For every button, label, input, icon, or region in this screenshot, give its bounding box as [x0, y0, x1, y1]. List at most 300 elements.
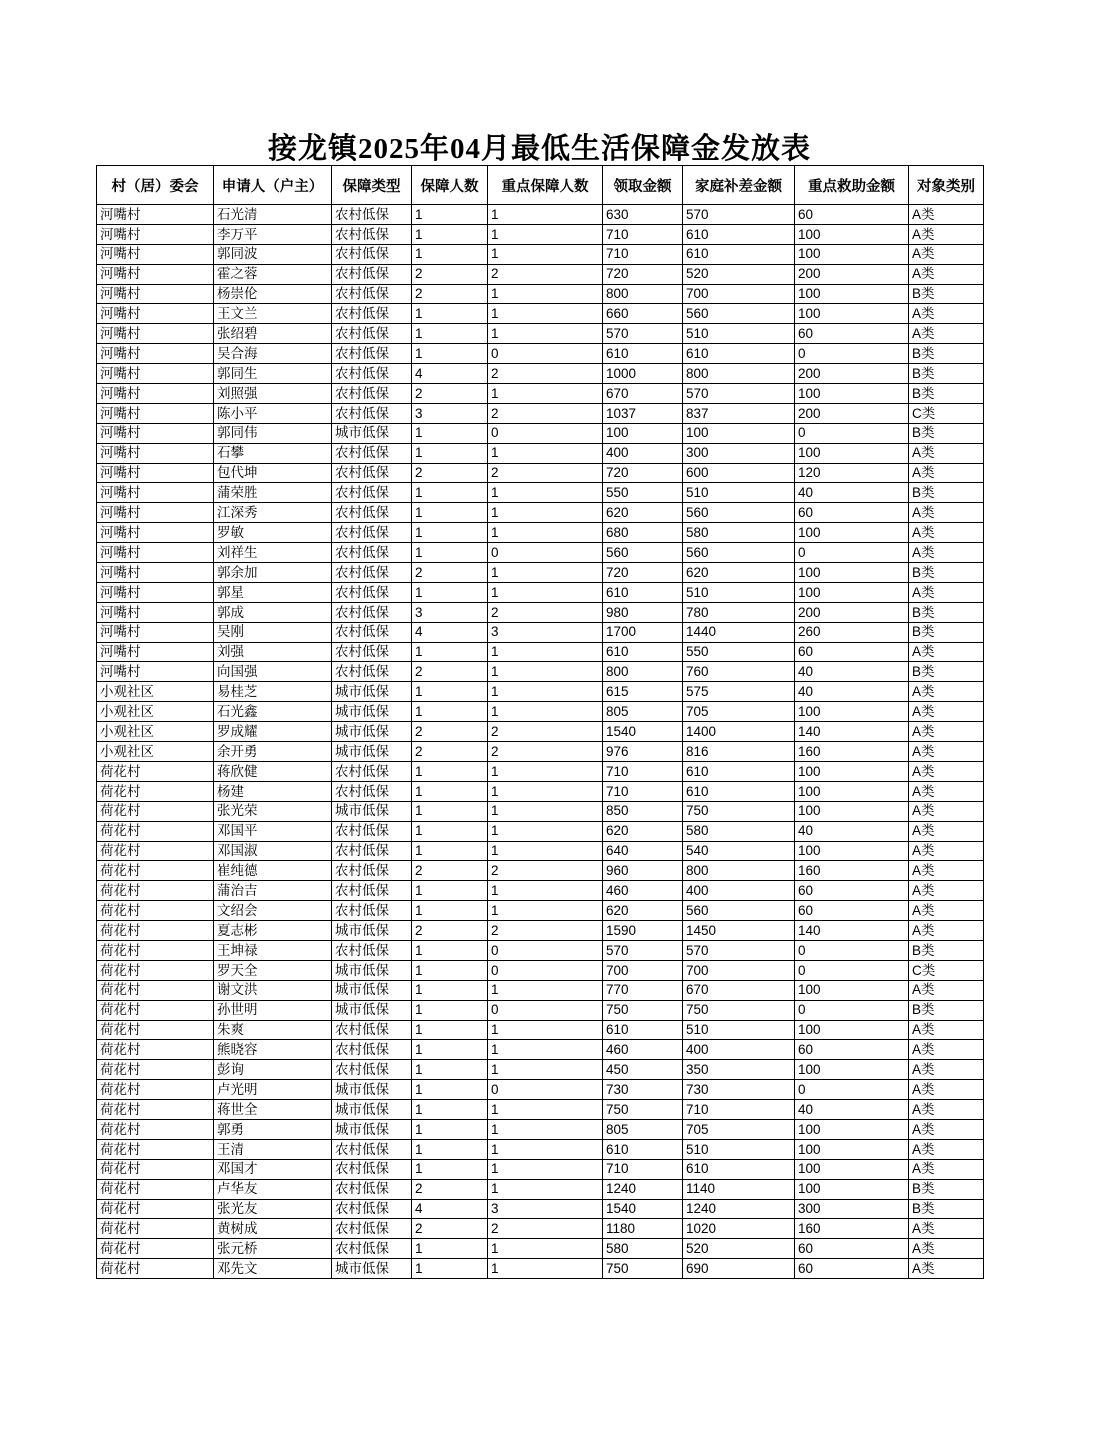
table-cell: A类: [909, 980, 984, 1000]
table-cell: 60: [795, 1040, 909, 1060]
table-cell: 1: [412, 205, 488, 225]
table-cell: 1: [488, 821, 603, 841]
table-cell: A类: [909, 1119, 984, 1139]
table-cell: 罗成耀: [214, 722, 332, 742]
table-cell: 城市低保: [332, 722, 412, 742]
table-cell: 100: [795, 384, 909, 404]
table-cell: 200: [795, 264, 909, 284]
table-cell: 710: [603, 1159, 683, 1179]
table-cell: 260: [795, 622, 909, 642]
table-row: [97, 1219, 984, 1239]
table-cell: A类: [909, 543, 984, 563]
table-cell: 1: [488, 1179, 603, 1199]
table-cell: 石攀: [214, 443, 332, 463]
table-cell: 850: [603, 801, 683, 821]
table-cell: A类: [909, 881, 984, 901]
table-cell: 农村低保: [332, 1199, 412, 1219]
table-cell: A类: [909, 264, 984, 284]
table-cell: 540: [683, 841, 795, 861]
table-cell: 570: [683, 384, 795, 404]
table-cell: A类: [909, 781, 984, 801]
table-cell: 郭成: [214, 602, 332, 622]
table-cell: A类: [909, 304, 984, 324]
table-cell: 710: [603, 244, 683, 264]
table-cell: 0: [488, 1000, 603, 1020]
table-cell: 0: [488, 423, 603, 443]
column-header: 家庭补差金额: [683, 166, 795, 205]
table-cell: 1700: [603, 622, 683, 642]
table-cell: 邓国才: [214, 1159, 332, 1179]
table-cell: 1: [488, 1159, 603, 1179]
table-cell: 夏志彬: [214, 921, 332, 941]
table-cell: 农村低保: [332, 1239, 412, 1259]
table-cell: 1: [412, 801, 488, 821]
benefits-table: [96, 165, 984, 1279]
table-cell: 1: [412, 1000, 488, 1020]
table-cell: 100: [795, 224, 909, 244]
table-row: [97, 940, 984, 960]
table-cell: 农村低保: [332, 324, 412, 344]
table-cell: 郭勇: [214, 1119, 332, 1139]
table-cell: A类: [909, 901, 984, 921]
table-cell: 1: [488, 304, 603, 324]
table-cell: A类: [909, 1139, 984, 1159]
table-cell: A类: [909, 841, 984, 861]
table-cell: 1: [412, 901, 488, 921]
table-cell: A类: [909, 523, 984, 543]
table-cell: 615: [603, 682, 683, 702]
table-cell: 农村低保: [332, 1179, 412, 1199]
table-cell: 510: [683, 1020, 795, 1040]
table-cell: 4: [412, 364, 488, 384]
table-cell: A类: [909, 742, 984, 762]
table-cell: 张绍碧: [214, 324, 332, 344]
table-cell: 城市低保: [332, 1119, 412, 1139]
table-cell: 730: [603, 1080, 683, 1100]
table-cell: 1: [412, 543, 488, 563]
table-row: [97, 1179, 984, 1199]
table-cell: 农村低保: [332, 861, 412, 881]
table-cell: 750: [683, 801, 795, 821]
table-cell: 510: [683, 582, 795, 602]
table-cell: 1: [412, 761, 488, 781]
table-cell: A类: [909, 1040, 984, 1060]
table-cell: 100: [795, 1119, 909, 1139]
table-cell: 1: [412, 503, 488, 523]
table-cell: 800: [683, 364, 795, 384]
table-cell: 王文兰: [214, 304, 332, 324]
table-cell: 100: [795, 980, 909, 1000]
table-cell: 1: [488, 503, 603, 523]
table-cell: A类: [909, 463, 984, 483]
table-cell: 荷花村: [97, 901, 214, 921]
table-cell: 710: [683, 1100, 795, 1120]
table-cell: A类: [909, 1080, 984, 1100]
table-cell: 文绍会: [214, 901, 332, 921]
table-cell: 农村低保: [332, 841, 412, 861]
table-cell: 0: [488, 1080, 603, 1100]
table-cell: 农村低保: [332, 205, 412, 225]
table-cell: 700: [603, 960, 683, 980]
table-cell: 吴合海: [214, 344, 332, 364]
table-row: [97, 384, 984, 404]
table-cell: 2: [488, 722, 603, 742]
table-cell: 1: [412, 821, 488, 841]
table-cell: 620: [603, 901, 683, 921]
table-cell: B类: [909, 662, 984, 682]
table-cell: B类: [909, 940, 984, 960]
table-cell: 孙世明: [214, 1000, 332, 1020]
table-cell: 580: [683, 523, 795, 543]
header-row: [97, 166, 984, 205]
table-cell: 农村低保: [332, 1219, 412, 1239]
table-cell: 1: [488, 1259, 603, 1279]
table-cell: 1: [488, 224, 603, 244]
table-cell: 河嘴村: [97, 602, 214, 622]
table-cell: 140: [795, 921, 909, 941]
table-cell: 农村低保: [332, 224, 412, 244]
table-cell: 陈小平: [214, 403, 332, 423]
table-cell: 400: [683, 1040, 795, 1060]
table-cell: 610: [603, 642, 683, 662]
table-cell: 1240: [683, 1199, 795, 1219]
table-row: [97, 801, 984, 821]
table-cell: 1: [412, 523, 488, 543]
table-cell: B类: [909, 284, 984, 304]
table-cell: 580: [603, 1239, 683, 1259]
table-cell: 河嘴村: [97, 244, 214, 264]
table-row: [97, 781, 984, 801]
table-cell: 1: [488, 483, 603, 503]
table-cell: 1: [488, 1119, 603, 1139]
table-row: [97, 1259, 984, 1279]
table-row: [97, 1100, 984, 1120]
table-cell: 1140: [683, 1179, 795, 1199]
table-cell: 60: [795, 642, 909, 662]
table-cell: 100: [795, 304, 909, 324]
table-cell: 816: [683, 742, 795, 762]
table-cell: C类: [909, 403, 984, 423]
table-cell: 吴刚: [214, 622, 332, 642]
table-row: [97, 423, 984, 443]
table-cell: 城市低保: [332, 921, 412, 941]
table-cell: 1: [488, 523, 603, 543]
table-cell: 400: [603, 443, 683, 463]
table-cell: 郭同伟: [214, 423, 332, 443]
table-cell: 河嘴村: [97, 205, 214, 225]
table-cell: 农村低保: [332, 821, 412, 841]
table-cell: 杨崇伦: [214, 284, 332, 304]
table-cell: 560: [683, 901, 795, 921]
table-cell: 1: [488, 324, 603, 344]
table-cell: 1: [488, 284, 603, 304]
table-cell: 120: [795, 463, 909, 483]
table-cell: 江深秀: [214, 503, 332, 523]
table-cell: 60: [795, 1239, 909, 1259]
table-cell: 1000: [603, 364, 683, 384]
table-cell: 1: [488, 682, 603, 702]
table-cell: 1: [412, 1239, 488, 1259]
table-cell: 农村低保: [332, 483, 412, 503]
table-cell: 荷花村: [97, 1060, 214, 1080]
table-cell: 1: [412, 244, 488, 264]
table-cell: 河嘴村: [97, 364, 214, 384]
table-cell: 城市低保: [332, 682, 412, 702]
table-cell: 蒲荣胜: [214, 483, 332, 503]
table-row: [97, 1040, 984, 1060]
table-cell: 卢华友: [214, 1179, 332, 1199]
table-cell: 荷花村: [97, 1139, 214, 1159]
table-row: [97, 960, 984, 980]
table-cell: A类: [909, 1100, 984, 1120]
table-cell: B类: [909, 1179, 984, 1199]
table-cell: 610: [603, 1020, 683, 1040]
table-cell: 60: [795, 324, 909, 344]
table-cell: 荷花村: [97, 1179, 214, 1199]
table-cell: 4: [412, 622, 488, 642]
table-cell: 100: [795, 1020, 909, 1040]
table-cell: 荷花村: [97, 940, 214, 960]
table-cell: 1: [412, 881, 488, 901]
table-cell: 黄树成: [214, 1219, 332, 1239]
table-cell: 1: [412, 781, 488, 801]
table-cell: 王坤禄: [214, 940, 332, 960]
column-header: 保障人数: [412, 166, 488, 205]
table-cell: 4: [412, 1199, 488, 1219]
table-cell: 0: [488, 543, 603, 563]
table-row: [97, 324, 984, 344]
table-cell: 农村低保: [332, 901, 412, 921]
table-cell: 837: [683, 403, 795, 423]
table-cell: 620: [683, 563, 795, 583]
table-cell: 670: [603, 384, 683, 404]
table-cell: 705: [683, 702, 795, 722]
table-cell: 河嘴村: [97, 563, 214, 583]
table-row: [97, 344, 984, 364]
table-cell: 0: [488, 344, 603, 364]
table-cell: 1: [488, 1239, 603, 1259]
table-cell: 张光友: [214, 1199, 332, 1219]
table-row: [97, 224, 984, 244]
table-cell: 100: [603, 423, 683, 443]
table-cell: 1: [488, 1100, 603, 1120]
table-cell: 1: [412, 443, 488, 463]
table-cell: 800: [603, 662, 683, 682]
table-cell: 荷花村: [97, 821, 214, 841]
table-cell: 2: [412, 463, 488, 483]
table-row: [97, 264, 984, 284]
table-cell: A类: [909, 861, 984, 881]
table-cell: B类: [909, 384, 984, 404]
table-cell: 2: [412, 384, 488, 404]
table-cell: 600: [683, 463, 795, 483]
column-header: 领取金额: [603, 166, 683, 205]
table-cell: 100: [795, 1159, 909, 1179]
table-row: [97, 582, 984, 602]
table-cell: B类: [909, 364, 984, 384]
table-cell: 荷花村: [97, 1199, 214, 1219]
table-cell: 720: [603, 563, 683, 583]
table-cell: 荷花村: [97, 1080, 214, 1100]
table-cell: 2: [412, 1179, 488, 1199]
table-cell: 705: [683, 1119, 795, 1139]
table-cell: 1: [488, 1060, 603, 1080]
table-cell: 荷花村: [97, 921, 214, 941]
table-cell: 荷花村: [97, 980, 214, 1000]
table-cell: 580: [683, 821, 795, 841]
table-cell: 河嘴村: [97, 423, 214, 443]
table-cell: 农村低保: [332, 1040, 412, 1060]
table-cell: 510: [683, 324, 795, 344]
table-cell: 100: [795, 582, 909, 602]
table-cell: 农村低保: [332, 1060, 412, 1080]
table-row: [97, 503, 984, 523]
table-cell: 575: [683, 682, 795, 702]
table-row: [97, 403, 984, 423]
table-cell: 610: [683, 244, 795, 264]
table-cell: 荷花村: [97, 1000, 214, 1020]
table-cell: 1: [488, 881, 603, 901]
table-row: [97, 1239, 984, 1259]
table-cell: 570: [603, 940, 683, 960]
table-cell: 卢光明: [214, 1080, 332, 1100]
table-cell: A类: [909, 702, 984, 722]
table-cell: 农村低保: [332, 244, 412, 264]
table-cell: 农村低保: [332, 662, 412, 682]
table-cell: 1: [488, 1040, 603, 1060]
table-cell: 荷花村: [97, 1020, 214, 1040]
table-cell: 1: [488, 642, 603, 662]
table-row: [97, 205, 984, 225]
table-cell: 河嘴村: [97, 384, 214, 404]
table-cell: 100: [795, 702, 909, 722]
table-cell: A类: [909, 1159, 984, 1179]
table-cell: A类: [909, 722, 984, 742]
table-cell: 160: [795, 1219, 909, 1239]
table-row: [97, 1139, 984, 1159]
table-row: [97, 622, 984, 642]
table-cell: 2: [412, 563, 488, 583]
table-cell: 河嘴村: [97, 662, 214, 682]
table-cell: 包代坤: [214, 463, 332, 483]
table-cell: 河嘴村: [97, 344, 214, 364]
table-cell: 520: [683, 264, 795, 284]
table-cell: B类: [909, 1000, 984, 1020]
table-cell: 570: [683, 940, 795, 960]
table-cell: 700: [683, 960, 795, 980]
table-cell: 450: [603, 1060, 683, 1080]
table-cell: 小观社区: [97, 722, 214, 742]
table-cell: A类: [909, 1259, 984, 1279]
table-cell: 0: [795, 423, 909, 443]
table-cell: 2: [488, 264, 603, 284]
table-cell: 100: [795, 1060, 909, 1080]
table-cell: 城市低保: [332, 702, 412, 722]
table-cell: 805: [603, 1119, 683, 1139]
table-cell: 60: [795, 503, 909, 523]
table-cell: B类: [909, 1199, 984, 1219]
table-cell: 1: [488, 662, 603, 682]
table-cell: 60: [795, 881, 909, 901]
table-cell: 蒋欣健: [214, 761, 332, 781]
table-cell: 140: [795, 722, 909, 742]
table-cell: 邓先文: [214, 1259, 332, 1279]
table-cell: 350: [683, 1060, 795, 1080]
table-cell: 杨建: [214, 781, 332, 801]
table-cell: 100: [795, 443, 909, 463]
table-cell: 张光荣: [214, 801, 332, 821]
table-cell: B类: [909, 344, 984, 364]
table-cell: 荷花村: [97, 1239, 214, 1259]
table-cell: 河嘴村: [97, 523, 214, 543]
table-cell: 罗敏: [214, 523, 332, 543]
table-cell: 农村低保: [332, 403, 412, 423]
table-cell: 1: [488, 244, 603, 264]
table-cell: 510: [683, 483, 795, 503]
table-cell: 农村低保: [332, 761, 412, 781]
table-cell: 1: [412, 1139, 488, 1159]
table-cell: 荷花村: [97, 881, 214, 901]
table-cell: 1: [488, 443, 603, 463]
table-cell: A类: [909, 224, 984, 244]
table-cell: A类: [909, 921, 984, 941]
table-cell: 熊晓容: [214, 1040, 332, 1060]
table-cell: 河嘴村: [97, 224, 214, 244]
table-row: [97, 1199, 984, 1219]
table-cell: 0: [795, 960, 909, 980]
table-cell: C类: [909, 960, 984, 980]
table-cell: 荷花村: [97, 1100, 214, 1120]
table-cell: 2: [412, 284, 488, 304]
table-cell: 农村低保: [332, 940, 412, 960]
table-row: [97, 543, 984, 563]
table-cell: 610: [683, 761, 795, 781]
table-cell: 100: [795, 801, 909, 821]
table-cell: 河嘴村: [97, 503, 214, 523]
table-cell: 农村低保: [332, 443, 412, 463]
table-cell: 1: [412, 841, 488, 861]
table-body: [97, 205, 984, 1279]
table-cell: 2: [412, 662, 488, 682]
table-cell: 640: [603, 841, 683, 861]
table-cell: 2: [412, 722, 488, 742]
table-cell: 荷花村: [97, 1040, 214, 1060]
table-cell: 1: [412, 582, 488, 602]
table-cell: A类: [909, 761, 984, 781]
table-cell: B类: [909, 563, 984, 583]
column-header: 重点救助金额: [795, 166, 909, 205]
table-cell: 1: [412, 1020, 488, 1040]
table-cell: 0: [795, 344, 909, 364]
table-cell: 40: [795, 682, 909, 702]
table-cell: 农村低保: [332, 1020, 412, 1040]
table-cell: 0: [795, 1000, 909, 1020]
table-cell: 40: [795, 662, 909, 682]
table-cell: 1: [412, 423, 488, 443]
table-cell: 向国强: [214, 662, 332, 682]
table-cell: 霍之蓉: [214, 264, 332, 284]
table-row: [97, 1020, 984, 1040]
table-cell: 100: [795, 841, 909, 861]
table-cell: 720: [603, 264, 683, 284]
table-cell: 农村低保: [332, 264, 412, 284]
table-cell: 100: [795, 563, 909, 583]
table-cell: 蒲治吉: [214, 881, 332, 901]
table-cell: 河嘴村: [97, 264, 214, 284]
table-cell: 0: [795, 940, 909, 960]
table-cell: 郭同生: [214, 364, 332, 384]
table-cell: 2: [488, 602, 603, 622]
